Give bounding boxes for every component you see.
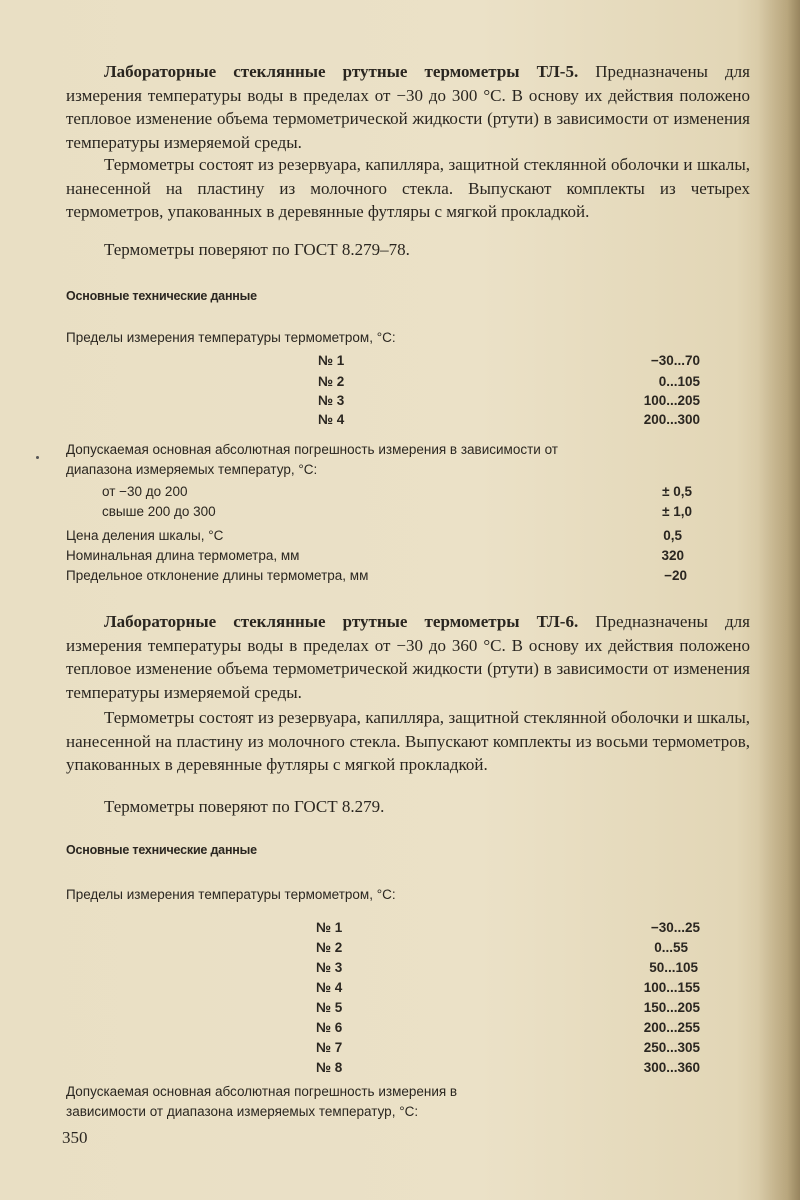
tl5-range-row — [318, 353, 700, 371]
thermometer-number: № 2 — [316, 940, 343, 955]
tl6-spec-heading: Основные технические данные — [66, 843, 257, 857]
tl6-title: Лабораторные стеклянные ртутные термометры ТЛ-6. — [104, 612, 579, 631]
range-value: 150...205 — [643, 1000, 700, 1015]
tl5-range-row — [318, 393, 700, 411]
error-range-label: от −30 до 200 — [102, 484, 188, 499]
range-value: 300...360 — [643, 1060, 700, 1075]
tl6-intro-paragraph — [66, 610, 750, 704]
tl6-range-label: Пределы измерения температуры термометром, °С: — [66, 887, 396, 902]
tl6-range-row — [316, 1000, 700, 1018]
param-label: Номинальная длина термометра, мм — [66, 548, 300, 563]
thermometer-number: № 4 — [318, 412, 345, 427]
tl5-intro-paragraph — [66, 60, 750, 154]
tl6-range-row — [316, 920, 700, 938]
range-value: 0...105 — [658, 374, 700, 389]
range-value: 100...155 — [643, 980, 700, 995]
tl5-error-row — [102, 504, 692, 522]
tl5-title: Лабораторные стеклянные ртутные термометры ТЛ-5. — [104, 62, 579, 81]
tl6-range-row — [316, 960, 698, 978]
tl5-verification-paragraph: Термометры поверяют по ГОСТ 8.279–78. — [104, 240, 410, 259]
error-range-label: свыше 200 до 300 — [102, 504, 216, 519]
tl5-range-row — [318, 412, 700, 430]
tl6-verification-paragraph: Термометры поверяют по ГОСТ 8.279. — [104, 797, 385, 816]
tl5-intro-text: Предназначены для измерения температуры воды в пределах от −30 до 300 °С. В основу их действия положено тепловое изменение объема термометрической жидкости (ртути) в зависимости от изменения температуры измеряемой среды. — [66, 62, 750, 152]
range-value: 200...255 — [643, 1020, 700, 1035]
range-value: 250...305 — [643, 1040, 700, 1055]
thermometer-number: № 3 — [318, 393, 345, 408]
page-edge-shadow — [758, 0, 800, 1200]
tl5-error-row — [102, 484, 692, 502]
range-value: 100...205 — [643, 393, 700, 408]
param-value: 0,5 — [663, 528, 682, 543]
range-value: −30...25 — [650, 920, 700, 935]
thermometer-number: № 5 — [316, 1000, 343, 1015]
thermometer-number: № 7 — [316, 1040, 343, 1055]
range-value: 0...55 — [654, 940, 688, 955]
thermometer-number: № 1 — [316, 920, 343, 935]
param-value: −20 — [664, 568, 687, 583]
thermometer-number: № 2 — [318, 374, 345, 389]
print-speck — [36, 456, 39, 459]
thermometer-number: № 4 — [316, 980, 343, 995]
tl5-spec-heading: Основные технические данные — [66, 289, 257, 303]
param-label: Предельное отклонение длины термометра, мм — [66, 568, 369, 583]
param-label: Цена деления шкалы, °С — [66, 528, 224, 543]
tl6-range-row — [316, 980, 700, 998]
thermometer-number: № 3 — [316, 960, 343, 975]
tl6-error-label: Допускаемая основная абсолютная погрешность измерения в зависимости от диапазона измеряемых температур, °С: — [66, 1084, 458, 1119]
range-value: −30...70 — [650, 353, 700, 368]
param-value: 320 — [661, 548, 684, 563]
tl5-range-label: Пределы измерения температуры термометром, °С: — [66, 330, 396, 345]
tl6-range-row — [316, 1060, 700, 1078]
tl5-param-row — [66, 528, 682, 546]
error-value: ± 1,0 — [662, 504, 692, 519]
tl5-error-label: Допускаемая основная абсолютная погрешность измерения в зависимости от диапазона измеряемых температур, °С: — [66, 442, 558, 477]
thermometer-number: № 6 — [316, 1020, 343, 1035]
tl5-composition-paragraph: Термометры состоят из резервуара, капилляра, защитной стеклянной оболочки и шкалы, нанесенной на пластину из молочного стекла. Выпускают комплекты из четырех термометров, упакованных в деревянные футляры с мягкой прокладкой. — [66, 155, 750, 222]
page-number: 350 — [62, 1128, 88, 1147]
tl6-range-row — [316, 1020, 700, 1038]
tl6-intro-text: Предназначены для измерения температуры воды в пределах от −30 до 360 °С. В основу их действия положено тепловое изменение объема термометрической жидкости (ртути) в зависимости от изменения температуры измеряемой среды. — [66, 612, 750, 702]
thermometer-number: № 8 — [316, 1060, 343, 1075]
range-value: 200...300 — [643, 412, 700, 427]
tl5-param-row — [66, 568, 687, 586]
tl6-composition-paragraph: Термометры состоят из резервуара, капилляра, защитной стеклянной оболочки и шкалы, нанесенной на пластину из молочного стекла. Выпускают комплекты из восьми термометров, упакованных в деревянные футляры с мягкой прокладкой. — [66, 708, 750, 775]
tl6-range-row — [316, 940, 688, 958]
error-value: ± 0,5 — [662, 484, 692, 499]
thermometer-number: № 1 — [318, 353, 345, 368]
range-value: 50...105 — [649, 960, 698, 975]
tl5-param-row — [66, 548, 684, 566]
tl5-range-row — [318, 374, 700, 392]
tl6-range-row — [316, 1040, 700, 1058]
